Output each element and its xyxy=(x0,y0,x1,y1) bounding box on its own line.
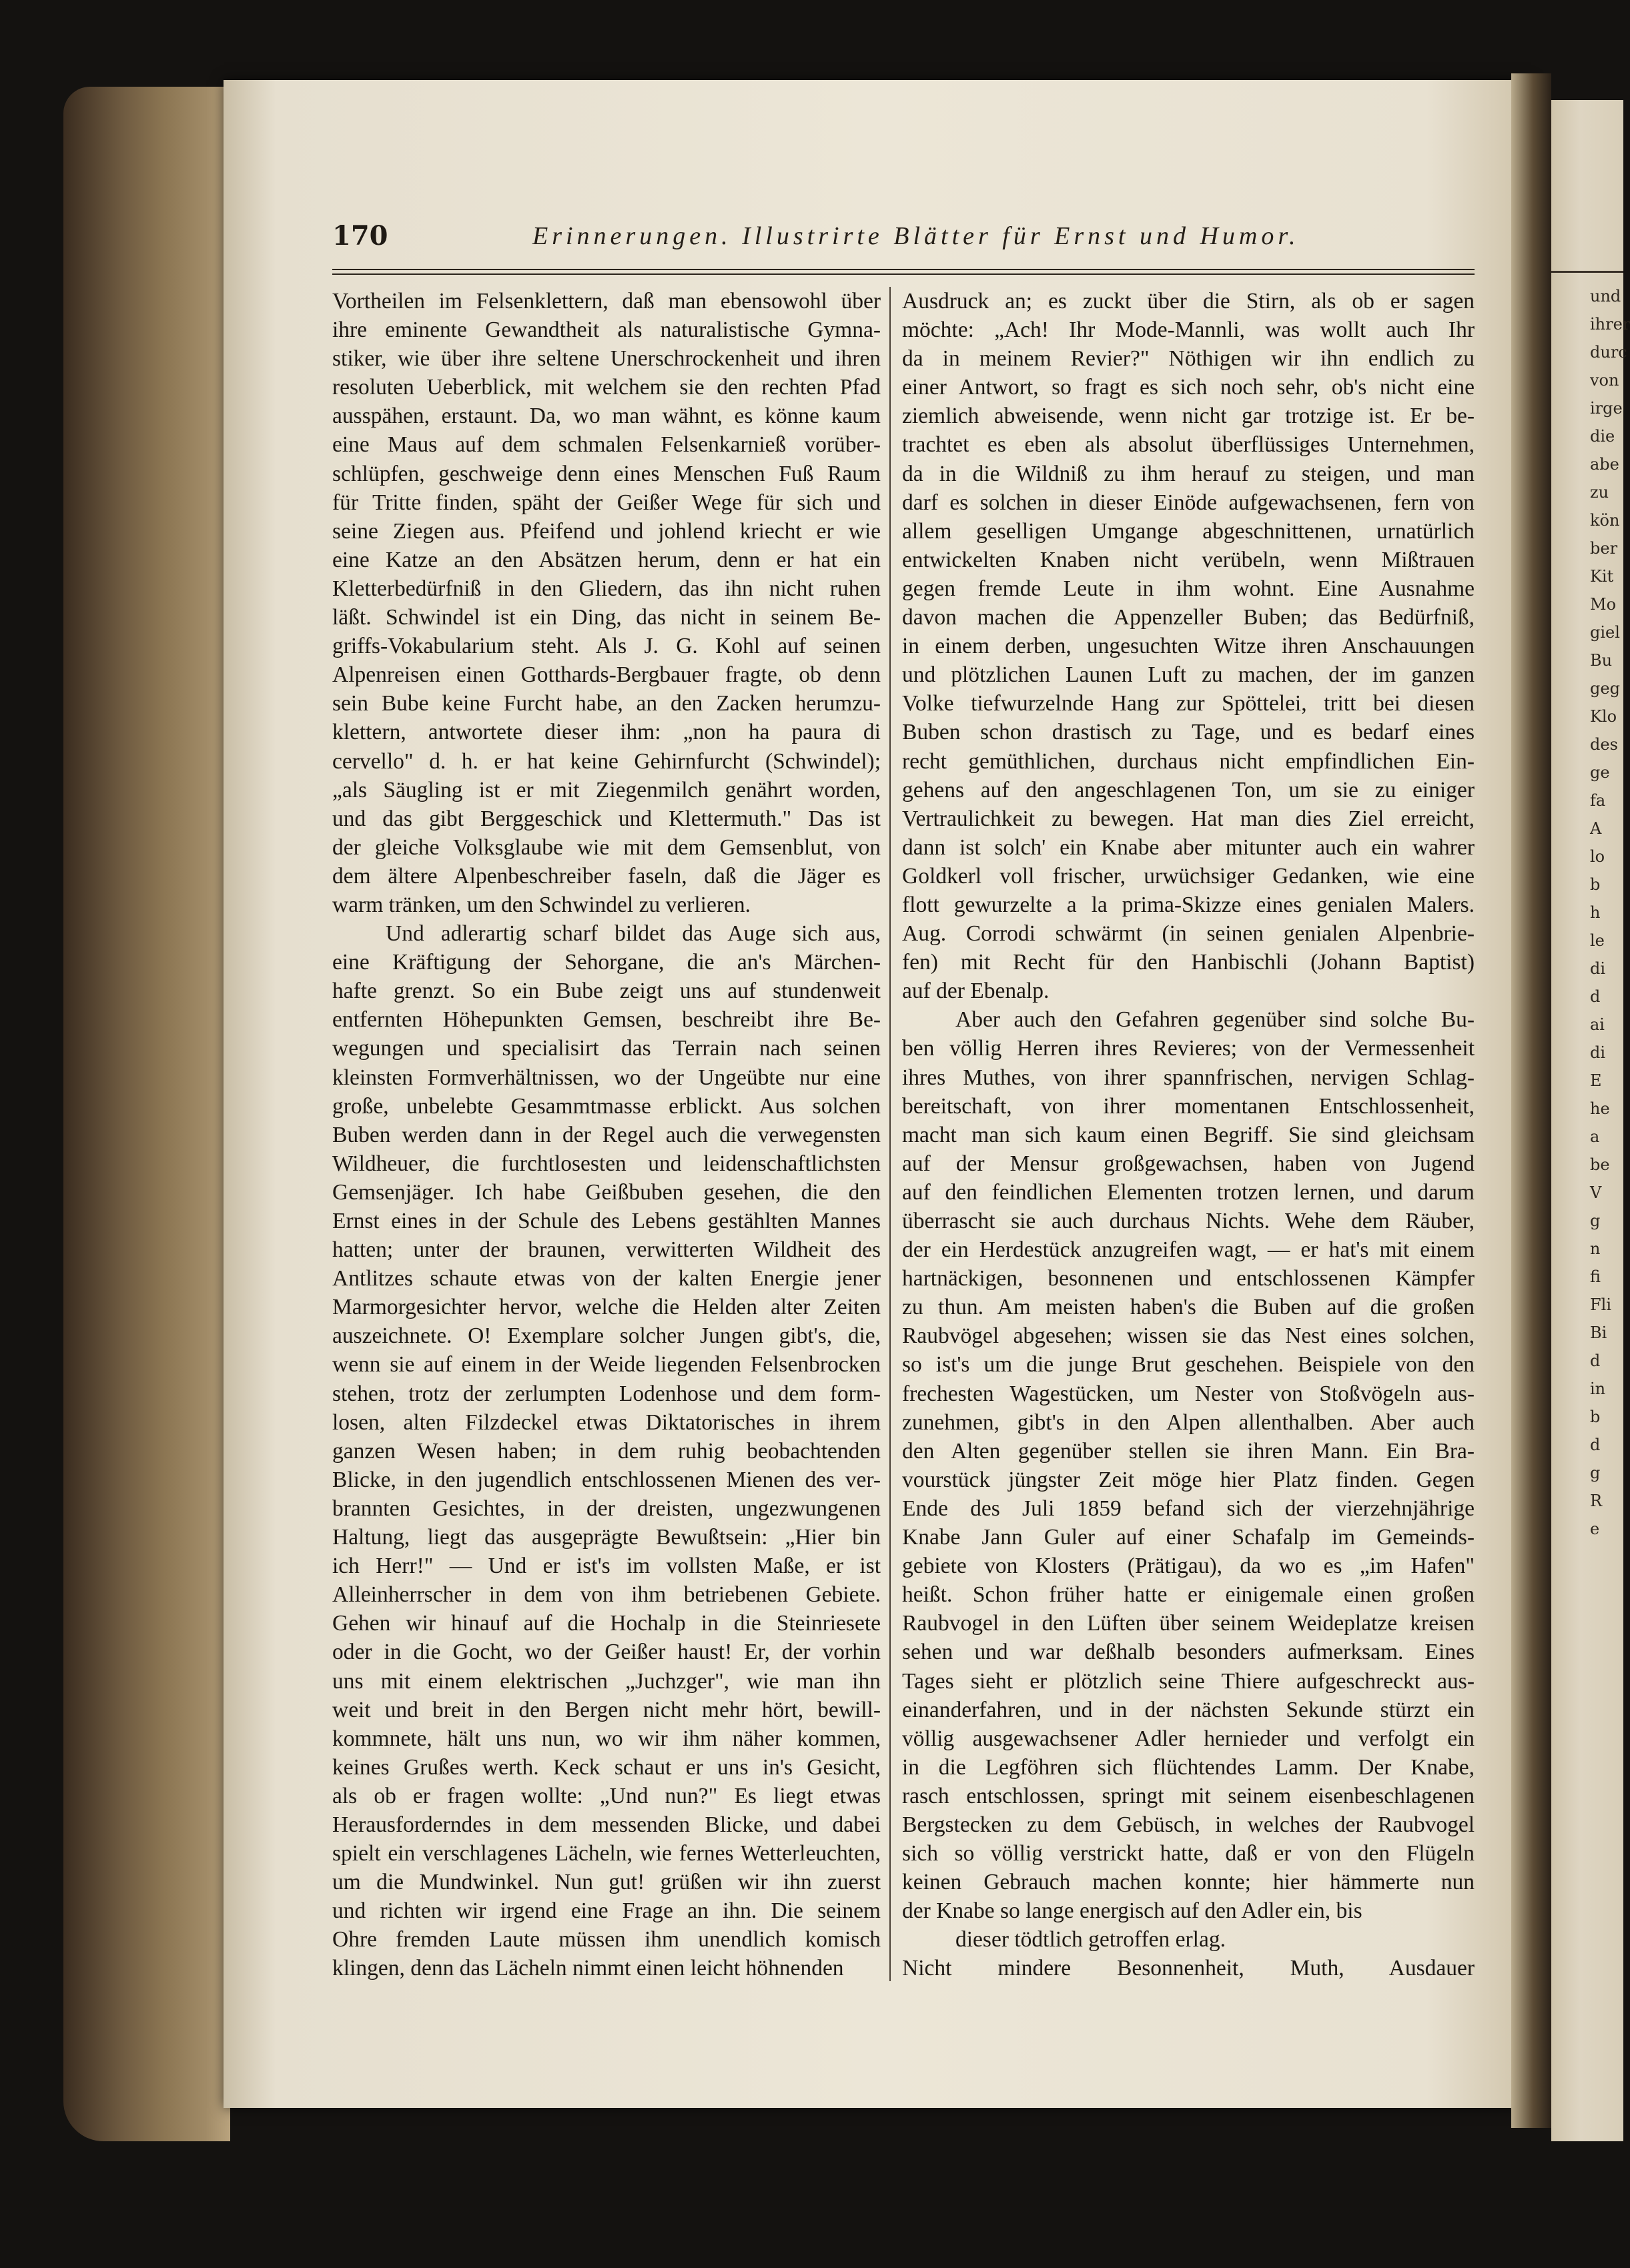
text-line: rasch entschlossen, springt mit seinem eisenbeschlagenen xyxy=(902,1783,1475,1808)
text-line: einer Antwort, so fragt es sich noch sehr, ob's nicht eine xyxy=(902,375,1475,400)
next-page-fragment: des xyxy=(1590,735,1618,754)
next-page-fragment: durc xyxy=(1590,343,1627,362)
next-page-fragment: giel xyxy=(1590,623,1620,642)
text-line: klingen, denn das Lächeln nimmt einen leicht höhnenden xyxy=(332,1956,844,1981)
text-line: als ob er fragen wollte: „Und nun?" Es liegt etwas xyxy=(332,1783,881,1808)
text-line: Raubvögel abgesehen; wissen sie das Nest eines solchen, xyxy=(902,1323,1475,1349)
page-number: 170 xyxy=(332,220,388,251)
text-line: und richten wir irgend eine Frage an ihn. Die seinem xyxy=(332,1898,881,1924)
text-line: fen) mit Recht für den Hanbischli (Johann Baptist) xyxy=(902,950,1475,975)
next-page-fragment: ai xyxy=(1590,1015,1605,1034)
text-line: da in die Wildniß zu ihm herauf zu steigen, und man xyxy=(902,461,1475,486)
next-page-fragment: d xyxy=(1590,1351,1601,1370)
text-line: zu thun. Am meisten haben's die Buben auf die großen xyxy=(902,1295,1475,1320)
next-page-fragment: und xyxy=(1590,287,1621,306)
text-line: Tages sieht er plötzlich seine Thiere aufgeschreckt aus- xyxy=(902,1668,1475,1694)
text-line: Aber auch den Gefahren gegenüber sind solche Bu- xyxy=(955,1007,1475,1033)
text-line: den Alten gegenüber stellen sie ihren Mann. Ein Bra- xyxy=(902,1438,1475,1464)
text-line: Goldkerl voll frischer, urwüchsiger Gedanken, wie eine xyxy=(902,863,1475,889)
next-page-fragment: R xyxy=(1590,1492,1603,1510)
text-line: gehens auf den angeschlagenen Ton, um sie zu einiger xyxy=(902,777,1475,802)
text-line: schlüpfen, geschweige denn eines Menschen Fuß Raum xyxy=(332,461,881,486)
next-page-fragment: Fli xyxy=(1590,1295,1612,1314)
text-line: Aug. Corrodi schwärmt (in seinen genialen Alpenbrie- xyxy=(902,921,1475,947)
text-line: überrascht sie auch durchaus Nichts. Wehe dem Räuber, xyxy=(902,1209,1475,1233)
text-line: recht gemüthlichen, durchaus nicht empfindlichen Ein- xyxy=(902,748,1475,774)
text-line: hartnäckigen, besonnenen und entschlossenen Kämpfer xyxy=(902,1266,1475,1291)
text-line: ziemlich abweisende, wenn nicht gar trotzige ist. Er be- xyxy=(902,404,1475,429)
text-line: brannten Gesichtes, in der dreisten, ungezwungenen xyxy=(332,1496,881,1521)
text-line: der Knabe so lange energisch auf den Adler ein, bis xyxy=(902,1898,1362,1924)
text-line: trachtet es eben als absolut überflüssiges Unternehmen, xyxy=(902,432,1475,458)
text-line: Alleinherrscher in dem von ihm betriebenen Gebiete. xyxy=(332,1582,881,1608)
text-line: Antlitzes schaute etwas von der kalten Energie jener xyxy=(332,1266,881,1291)
text-line: der gleiche Volksglaube wie mit dem Gemsenblut, von xyxy=(332,834,881,860)
text-line: Nicht mindere Besonnenheit, Muth, Ausdauer xyxy=(902,1956,1475,1981)
next-page-fragment: d xyxy=(1590,987,1601,1006)
text-line: einanderfahren, und in der nächsten Sekunde stürzt ein xyxy=(902,1697,1475,1722)
next-page-fragment: b xyxy=(1590,1407,1601,1426)
text-line: eine Kräftigung der Sehorgane, die an's Märchen- xyxy=(332,950,881,975)
next-page-fragment: fi xyxy=(1590,1267,1601,1286)
text-line: um die Mundwinkel. Nun gut! grüßen wir ihn zuerst xyxy=(332,1870,881,1895)
text-line: und plötzlichen Launen Luft zu machen, der im ganzen xyxy=(902,662,1475,688)
text-line: Marmorgesichter hervor, welche die Helden alter Zeiten xyxy=(332,1295,881,1320)
next-page-fragment: irge xyxy=(1590,399,1623,418)
text-line: eine Maus auf dem schmalen Felsenkarnieß vorüber- xyxy=(332,432,881,458)
text-line: eine Katze an den Absätzen herum, denn er hat ein xyxy=(332,547,881,572)
text-line: dann ist solch' ein Knabe aber mitunter auch ein wahrer xyxy=(902,834,1475,860)
text-line: Gehen wir hinauf auf die Hochalp in die Steinriesete xyxy=(332,1611,881,1636)
text-line: hatten; unter der braunen, verwitterten Wildheit des xyxy=(332,1237,881,1263)
text-line: kleinsten Formverhältnissen, wo der Ungeübte nur eine xyxy=(332,1065,881,1090)
text-line: dieser tödtlich getroffen erlag. xyxy=(955,1927,1226,1952)
text-line: zunehmen, gibt's in den Alpen allenthalben. Aber auch xyxy=(902,1409,1475,1435)
text-line: seine Ziegen aus. Pfeifend und johlend kriecht er wie xyxy=(332,518,881,544)
text-line: keinen Gebrauch machen konnte; hier hämmerte nun xyxy=(902,1870,1475,1895)
book-page-edges xyxy=(63,87,230,2141)
next-page-fragment: Klo xyxy=(1590,707,1617,726)
text-line: klettern, antwortete dieser ihm: „non ha paura di xyxy=(332,720,881,745)
left-text-column xyxy=(332,287,881,1983)
text-line: in die Legföhren sich flüchtendes Lamm. Der Knabe, xyxy=(902,1754,1475,1780)
text-line: Ohre fremden Laute müssen ihm unendlich komisch xyxy=(332,1927,881,1952)
text-line: Gemsenjäger. Ich habe Geißbuben gesehen, die den xyxy=(332,1179,881,1205)
text-line: möchte: „Ach! Ihr Mode-Mannli, was wollt auch Ihr xyxy=(902,318,1475,343)
text-line: Haltung, liegt das ausgeprägte Bewußtsein: „Hier bin xyxy=(332,1525,881,1550)
text-line: entwickelten Knaben nicht verübeln, wenn Mißtrauen xyxy=(902,547,1475,572)
next-page-fragment: d xyxy=(1590,1436,1601,1454)
page-header xyxy=(332,220,1475,260)
text-line: auszeichnete. O! Exemplare solcher Jungen gibt's, die, xyxy=(332,1323,881,1349)
text-line: ben völlig Herren ihres Revieres; von der Vermessenheit xyxy=(902,1036,1475,1061)
text-line: Wildheuer, die furchtlosesten und leidenschaftlichsten xyxy=(332,1151,881,1176)
text-line: der ein Herdestück anzugreifen wagt, — er hat's mit einem xyxy=(902,1237,1475,1263)
text-line: frechesten Wagestücken, um Nester von Stoßvögeln aus- xyxy=(902,1381,1475,1406)
next-page-fragment: ge xyxy=(1590,763,1610,782)
text-line: sich so völlig verstrickt hatte, daß er von den Flügeln xyxy=(902,1841,1475,1866)
text-line: entfernten Höhepunkten Gemsen, beschreibt ihre Be- xyxy=(332,1007,881,1033)
next-page-fragment: di xyxy=(1590,959,1606,978)
text-line: ganzen Wesen haben; in dem ruhig beobachtenden xyxy=(332,1438,881,1464)
text-line: Ernst eines in der Schule des Lebens gestählten Mannes xyxy=(332,1209,881,1233)
next-page-fragment: le xyxy=(1590,931,1605,950)
running-title: Erinnerungen. Illustrirte Blätter für Ernst und Humor. xyxy=(532,222,1300,250)
text-line: Blicke, in den jugendlich entschlossenen Mienen des ver- xyxy=(332,1467,881,1492)
next-page-fragment: zu xyxy=(1590,483,1609,502)
next-page-fragment: in xyxy=(1590,1379,1606,1398)
text-line: davon machen die Appenzeller Buben; das Bedürfniß, xyxy=(902,605,1475,630)
text-line: ausspähen, erstaunt. Da, wo man wähnt, es könne kaum xyxy=(332,404,881,429)
text-line: auf den feindlichen Elementen trotzen lernen, und darum xyxy=(902,1179,1475,1205)
text-line: kommnete, hält uns nun, wo wir ihm näher kommen, xyxy=(332,1726,881,1751)
text-line: läßt. Schwindel ist ein Ding, das nicht in seinem Be- xyxy=(332,605,881,630)
text-line: Volke tiefwurzelnde Hang zur Spöttelei, tritt bei diesen xyxy=(902,691,1475,716)
text-line: und das gibt Berggeschick und Klettermuth." Das ist xyxy=(332,806,881,831)
text-line: Alpenreisen einen Gotthards-Bergbauer fragte, ob denn xyxy=(332,662,881,688)
next-page-fragment: n xyxy=(1590,1239,1601,1258)
next-page-fragment: be xyxy=(1590,1155,1610,1174)
next-page-header-rule xyxy=(1551,271,1623,273)
header-rule-double xyxy=(332,273,1475,275)
text-line: resoluten Ueberblick, mit welchem sie den rechten Pfad xyxy=(332,375,881,400)
text-line: vourstück jüngster Zeit möge hier Platz finden. Gegen xyxy=(902,1467,1475,1492)
book-gutter xyxy=(1511,73,1551,2128)
text-line: bereitschaft, von ihrer momentanen Entschlossenheit, xyxy=(902,1093,1475,1119)
text-line: Ende des Juli 1859 befand sich der vierzehnjährige xyxy=(902,1496,1475,1521)
text-line: allem geselligen Umgange abgeschnittenen, urnatürlich xyxy=(902,518,1475,544)
text-line: spielt ein verschlagenes Lächeln, wie fernes Wetterleuchten, xyxy=(332,1841,881,1866)
next-page-fragment: E xyxy=(1590,1071,1602,1090)
text-line: gebiete von Klosters (Prätigau), da wo es „im Hafen" xyxy=(902,1554,1475,1579)
text-line: ich Herr!" — Und er ist's im vollsten Maße, er ist xyxy=(332,1554,881,1579)
text-line: auf der Ebenalp. xyxy=(902,979,1050,1004)
text-line: Buben werden dann in der Regel auch die verwegensten xyxy=(332,1122,881,1147)
text-line: darf es solchen in dieser Einöde aufgewachsenen, fern von xyxy=(902,490,1475,515)
text-line: heißt. Schon früher hatte er einigemale einen großen xyxy=(902,1582,1475,1608)
text-line: für Tritte finden, späht der Geißer Wege für sich und xyxy=(332,490,881,515)
text-line: völlig ausgewachsener Adler hernieder und verfolgt ein xyxy=(902,1726,1475,1751)
text-line: Raubvogel in den Lüften über seinem Weideplatze kreisen xyxy=(902,1611,1475,1636)
next-page-fragment: Mo xyxy=(1590,595,1617,614)
text-line: dem ältere Alpenbeschreiber faseln, daß die Jäger es xyxy=(332,863,881,889)
next-page-fragment: fa xyxy=(1590,791,1606,810)
text-line: Ausdruck an; es zuckt über die Stirn, als ob er sagen xyxy=(902,289,1475,314)
next-page-fragment: h xyxy=(1590,903,1601,922)
text-line: flott gewurzelte a la prima-Skizze eines genialen Malers. xyxy=(902,892,1475,917)
next-page-fragment: a xyxy=(1590,1127,1600,1146)
text-line: Herausforderndes in dem messenden Blicke, und dabei xyxy=(332,1812,881,1837)
next-page-fragment: di xyxy=(1590,1043,1606,1062)
text-line: sein Bube keine Furcht habe, an den Zacken herumzu- xyxy=(332,691,881,716)
text-line: griffs-Vokabularium steht. Als J. G. Kohl auf seinen xyxy=(332,634,881,659)
next-page-fragment: ihrer xyxy=(1590,315,1630,334)
next-page-fragment: die xyxy=(1590,427,1615,446)
text-line: oder in die Gocht, wo der Geißer haust! Er, der vorhin xyxy=(332,1640,881,1665)
next-page-fragment: Bi xyxy=(1590,1323,1607,1342)
text-line: stehen, trotz der zerlumpten Lodenhose und dem form- xyxy=(332,1381,881,1406)
text-line: Und adlerartig scharf bildet das Auge sich aus, xyxy=(386,921,881,947)
text-line: ihres Muthes, von ihrer spannfrischen, nervigen Schlag- xyxy=(902,1065,1475,1090)
text-line: wegungen und specialisirt das Terrain nach seinen xyxy=(332,1036,881,1061)
text-line: Kletterbedürfniß in den Gliedern, das ihn nicht ruhen xyxy=(332,576,881,601)
text-line: macht man sich kaum einen Begriff. Sie sind gleichsam xyxy=(902,1122,1475,1147)
next-page-fragment: ber xyxy=(1590,539,1618,558)
text-line: weit und breit in den Bergen nicht mehr hört, bewill- xyxy=(332,1697,881,1722)
next-page-fragment: b xyxy=(1590,875,1601,894)
next-page-fragment: abe xyxy=(1590,455,1619,474)
next-page-fragment: von xyxy=(1590,371,1619,390)
next-page-fragment: he xyxy=(1590,1099,1610,1118)
text-line: große, unbelebte Gesammtmasse erblickt. Aus solchen xyxy=(332,1093,881,1119)
next-page-sliver xyxy=(1551,100,1630,2141)
text-line: auf der Mensur großgewachsen, haben von Jugend xyxy=(902,1151,1475,1176)
next-page-fragment: g xyxy=(1590,1464,1601,1482)
next-page-fragment: A xyxy=(1590,819,1602,838)
text-line: losen, alten Filzdeckel etwas Diktatorisches in ihrem xyxy=(332,1409,881,1435)
text-line: uns mit einem elektrischen „Juchzger", wie man ihn xyxy=(332,1668,881,1694)
text-line: so ist's um die junge Brut geschehen. Beispiele von den xyxy=(902,1352,1475,1377)
text-line: in einem derben, ungesuchten Witze ihren Anschauungen xyxy=(902,634,1475,659)
header-rule xyxy=(332,269,1475,270)
text-line: Knabe Jann Guler auf einer Schafalp im Gemeinds- xyxy=(902,1525,1475,1550)
text-line: ihre eminente Gewandtheit als naturalistische Gymna- xyxy=(332,318,881,343)
right-text-column xyxy=(902,287,1475,1983)
next-page-fragment: lo xyxy=(1590,847,1605,866)
text-line: Buben schon drastisch zu Tage, und es bedarf eines xyxy=(902,720,1475,745)
text-line: hafte grenzt. So ein Bube zeigt uns auf stundenweit xyxy=(332,979,881,1004)
next-page-fragment: geg xyxy=(1590,679,1620,698)
text-line: cervello" d. h. er hat keine Gehirnfurcht (Schwindel); xyxy=(332,748,881,774)
column-divider xyxy=(889,287,891,1981)
next-page-fragment: kön xyxy=(1590,511,1620,530)
text-line: sehen und war deßhalb besonders aufmerksam. Eines xyxy=(902,1640,1475,1665)
next-page-fragment: Kit xyxy=(1590,567,1614,586)
text-line: stiker, wie über ihre seltene Unerschrockenheit und ihren xyxy=(332,346,881,372)
text-line: warm tränken, um den Schwindel zu verlieren. xyxy=(332,892,751,917)
text-line: da in meinem Revier?" Nöthigen wir ihn endlich zu xyxy=(902,346,1475,372)
text-line: Vortheilen im Felsenklettern, daß man ebensowohl über xyxy=(332,289,881,314)
text-line: „als Säugling ist er mit Ziegenmilch genährt worden, xyxy=(332,777,881,802)
text-line: Vertraulichkeit zu bewegen. Hat man dies Ziel erreicht, xyxy=(902,806,1475,831)
text-line: keines Grußes werth. Keck schaut er uns in's Gesicht, xyxy=(332,1754,881,1780)
text-line: Bergstecken zu dem Gebüsch, in welches der Raubvogel xyxy=(902,1812,1475,1837)
text-line: wenn sie auf einem in der Weide liegenden Felsenbrocken xyxy=(332,1352,881,1377)
next-page-fragment: e xyxy=(1590,1520,1600,1538)
next-page-fragment: g xyxy=(1590,1211,1601,1230)
next-page-fragment: V xyxy=(1590,1183,1602,1202)
text-line: gegen fremde Leute in ihm wohnt. Eine Ausnahme xyxy=(902,576,1475,601)
next-page-fragment: Bu xyxy=(1590,651,1613,670)
